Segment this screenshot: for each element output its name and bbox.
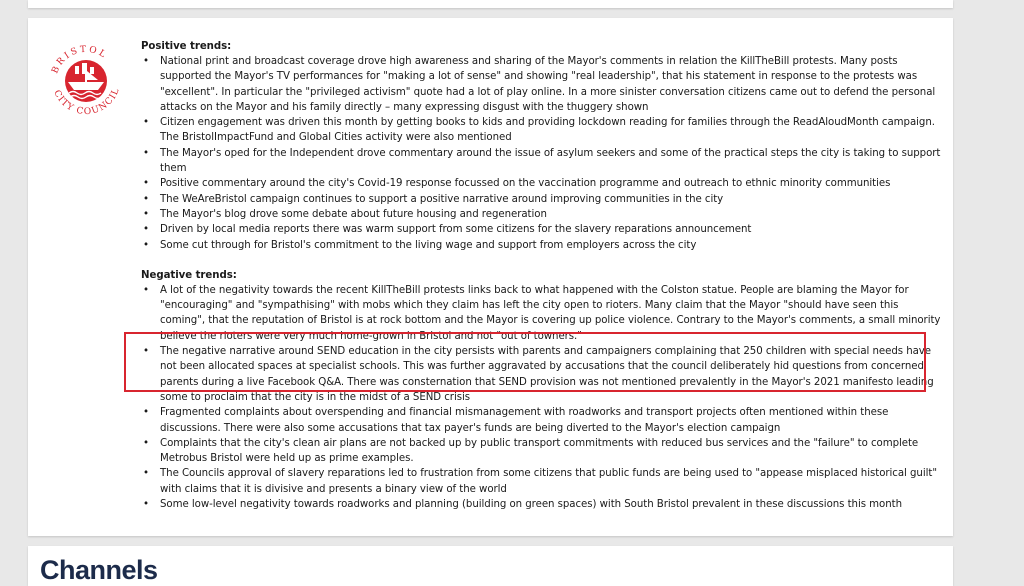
list-item: • The WeAreBristol campaign continues to support a positive narrative around improving communities in the city bbox=[141, 192, 941, 207]
list-item: • Driven by local media reports there was warm support from some citizens for the slavery reparations announcement bbox=[141, 222, 941, 237]
positive-trends-list bbox=[141, 54, 941, 253]
list-item: • The Mayor's blog drove some debate about future housing and regeneration bbox=[141, 207, 941, 222]
section-spacer bbox=[141, 253, 941, 268]
channels-heading: Channels bbox=[40, 555, 158, 585]
logo-bottom-text: CITY COUNCIL bbox=[51, 86, 122, 118]
logo-top-text: BRISTOL bbox=[50, 44, 110, 76]
list-item-highlighted: • The negative narrative around SEND education in the city persists with parents and campaigners complaining that 250 children with special needs have not been allocated spaces at specialist schools. This was further aggravated by accusations that the council deliberately hid questions from concerned parents during a live Facebook Q&A. There was consternation that SEND provision was not mentioned prevalently in the Mayor's 2021 manifesto leading some to proclaim that the city is in the midst of a SEND crisis bbox=[141, 344, 941, 405]
list-item: • Positive commentary around the city's Covid-19 response focussed on the vaccination programme and outreach to ethnic minority communities bbox=[141, 176, 941, 191]
negative-trends-title: Negative trends: bbox=[141, 269, 237, 281]
list-item: • Fragmented complaints about overspending and financial mismanagement with roadworks and transport projects often mentioned within these discussions. There were also some accusations that tax payer's funds are being diverted to the Mayor's election campaign bbox=[141, 405, 941, 436]
previous-page-card bbox=[28, 0, 953, 8]
bristol-city-council-logo bbox=[42, 36, 130, 124]
next-page-card bbox=[28, 546, 953, 586]
negative-trends-list bbox=[141, 283, 941, 512]
list-item: • Some cut through for Bristol's commitment to the living wage and support from employers across the city bbox=[141, 238, 941, 253]
list-item: • The Mayor's oped for the Independent drove commentary around the issue of asylum seekers and some of the practical steps the city is taking to support them bbox=[141, 146, 941, 177]
list-item: • Complaints that the city's clean air plans are not backed up by public transport commitments with reduced bus services and the "failure" to complete Metrobus Bristol were held up as prime examples. bbox=[141, 436, 941, 467]
list-item: • A lot of the negativity towards the recent KillTheBill protests links back to what happened with the Colston statue. People are blaming the Mayor for "encouraging" and "sympathising" with mobs which they claim has left the city open to rioters. Many claim that the Mayor "should have seen this coming", that the reputation of Bristol is at rock bottom and the Mayor is covering up police violence. Contrary to the Mayor's comments, a small minority believe the rioters were very much home-grown in Bristol and not "out of towners." bbox=[141, 283, 941, 344]
document-page bbox=[28, 18, 953, 536]
list-item: • Some low-level negativity towards roadworks and planning (building on green spaces) with South Bristol prevalent in these discussions this month bbox=[141, 497, 941, 512]
positive-trends-title: Positive trends: bbox=[141, 41, 232, 52]
trends-content bbox=[141, 39, 941, 512]
list-item: • The Councils approval of slavery reparations led to frustration from some citizens that public funds are being used to "appease misplaced historical guilt" with claims that it is divisive and presents a binary view of the world bbox=[141, 466, 941, 497]
list-item: • National print and broadcast coverage drove high awareness and sharing of the Mayor's comments in relation the KillTheBill protests. Many posts supported the Mayor's TV performances for "making a lot of sense" and showing "real leadership", that his statement in response to the protests was "excellent". In particular the "privileged activism" quote had a lot of play online. In a more sinister conversation citizens came out to defend the personal attacks on the Mayor and his family directly – many expressing disgust with the thuggery shown bbox=[141, 54, 941, 115]
list-item: • Citizen engagement was driven this month by getting books to kids and providing lockdown reading for families through the ReadAloudMonth campaign. The BristolImpactFund and Global Cities activity were also mentioned bbox=[141, 115, 941, 146]
